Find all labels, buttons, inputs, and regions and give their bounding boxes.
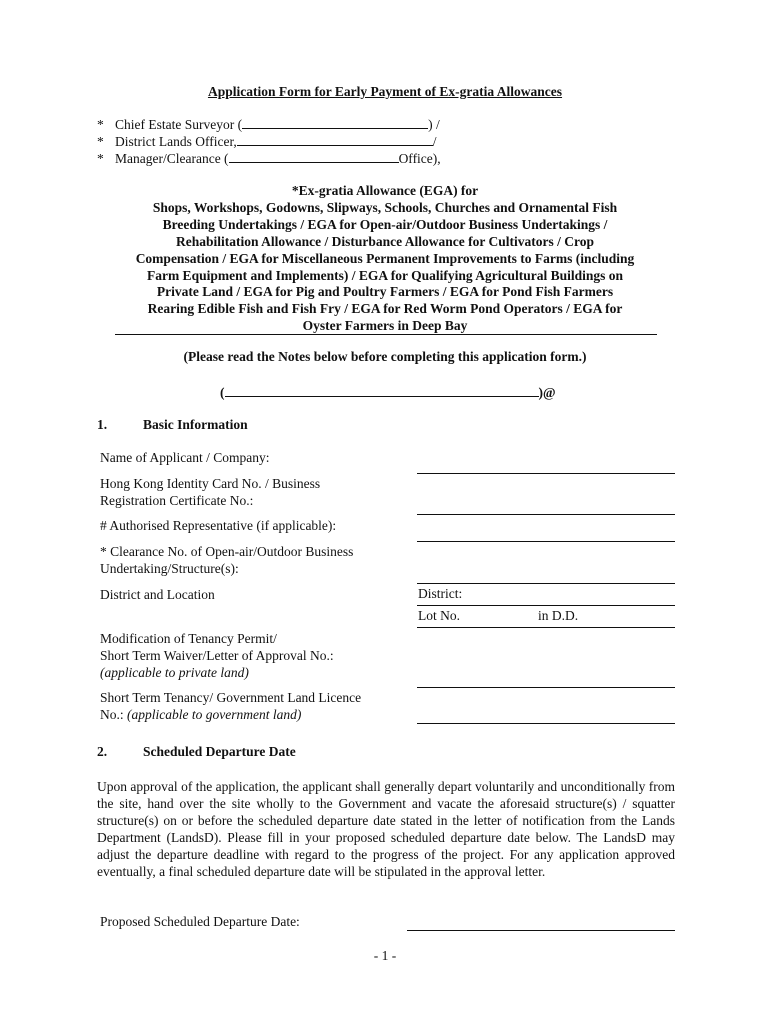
authorised-representative-label: # Authorised Representative (if applicable): — [100, 518, 337, 533]
modification-tenancy-field[interactable] — [417, 687, 675, 688]
ega-line: Compensation / EGA for Miscellaneous Permanent Improvements to Farms (including — [135, 250, 635, 266]
ega-line: *Ex-gratia Allowance (EGA) for — [291, 183, 479, 198]
ega-line: Rearing Edible Fish and Fish Fry / EGA for Red Worm Pond Operators / EGA for — [147, 301, 623, 317]
district-location-label: District and Location — [100, 587, 215, 602]
dd-label: in D.D. — [538, 608, 579, 623]
addressee-district-lands-officer — [97, 133, 437, 150]
ega-line: Shops, Workshops, Godowns, Slipways, Schools, Churches and Ornamental Fish — [152, 199, 618, 215]
addressee-suffix: Office), — [398, 151, 441, 166]
section-basic-information — [97, 417, 497, 435]
applicant-name-field[interactable] — [417, 473, 675, 474]
district-label: District: — [418, 586, 463, 601]
section-heading: Basic Information — [143, 417, 248, 432]
short-term-tenancy-field[interactable] — [417, 723, 675, 724]
short-term-tenancy-label — [100, 689, 410, 723]
modification-label-line: Short Term Waiver/Letter of Approval No.: — [100, 648, 334, 663]
addressee-label: Chief Estate Surveyor ( — [115, 117, 243, 132]
manager-clearance-blank[interactable] — [229, 150, 399, 163]
reference-number-line — [220, 384, 556, 401]
proposed-date-label: Proposed Scheduled Departure Date: — [100, 914, 300, 929]
hkid-label-line: Hong Kong Identity Card No. / Business — [100, 476, 321, 491]
lot-no-label: Lot No. — [418, 608, 460, 623]
clearance-label-line: Undertaking/Structure(s): — [100, 561, 239, 576]
ega-line: Oyster Farmers in Deep Bay — [302, 318, 468, 334]
chief-estate-surveyor-blank[interactable] — [242, 116, 428, 129]
modification-tenancy-label — [100, 630, 410, 681]
ega-heading — [95, 183, 675, 335]
addressee-suffix: ) / — [428, 117, 440, 132]
addressee-manager-clearance — [97, 150, 441, 167]
asterisk: * — [97, 117, 104, 132]
ega-line: Breeding Undertakings / EGA for Open-air/Outdoor Business Undertakings / — [162, 216, 608, 232]
modification-label-note: (applicable to private land) — [100, 665, 249, 680]
proposed-date-field[interactable] — [407, 930, 675, 931]
short-term-label-line: Short Term Tenancy/ Government Land Licence — [100, 690, 362, 705]
section-heading: Scheduled Departure Date — [143, 744, 296, 759]
applicant-name-label: Name of Applicant / Company: — [100, 450, 270, 465]
clearance-no-label — [100, 543, 410, 577]
reference-open: ( — [220, 385, 225, 400]
addressee-chief-estate-surveyor — [97, 116, 440, 133]
ega-line: Private Land / EGA for Pig and Poultry Farmers / EGA for Pond Fish Farmers — [156, 284, 614, 300]
page-number: - 1 - — [373, 948, 397, 963]
hkid-label-line: Registration Certificate No.: — [100, 493, 254, 508]
district-lands-officer-blank[interactable] — [237, 133, 433, 146]
notes-instruction: (Please read the Notes below before completing this application form.) — [183, 349, 587, 364]
departure-paragraph: Upon approval of the application, the applicant shall generally depart voluntarily and unconditionally from the site, hand over the site wholly to the Government and vacate the aforesaid structure(s) / squatter structure(s) on or before the scheduled departure date stated in the letter of notification from the Lands Department (LandsD). Please fill in your proposed scheduled departure date below. The LandsD may adjust the departure deadline with regard to the progress of the project. For any application approved eventually, a final scheduled departure date will be stipulated in the approval letter. — [97, 779, 675, 879]
clearance-label-line: * Clearance No. of Open-air/Outdoor Business — [100, 544, 354, 559]
clearance-no-field[interactable] — [417, 583, 675, 584]
section-number: 1. — [97, 417, 108, 432]
ega-divider — [115, 334, 657, 335]
ega-line: Farm Equipment and Implements) / EGA for Qualifying Agricultural Buildings on — [146, 267, 624, 283]
reference-close: )@ — [538, 385, 556, 400]
lot-dd-field[interactable] — [417, 627, 675, 628]
addressee-suffix: / — [432, 134, 437, 149]
addressee-label: District Lands Officer, — [115, 134, 237, 149]
hkid-field[interactable] — [417, 514, 675, 515]
reference-number-blank[interactable] — [225, 384, 539, 397]
asterisk: * — [97, 134, 104, 149]
hkid-label — [100, 475, 410, 509]
section-number: 2. — [97, 744, 108, 759]
modification-label-line: Modification of Tenancy Permit/ — [100, 631, 277, 646]
authorised-representative-field[interactable] — [417, 541, 675, 542]
addressee-label: Manager/Clearance ( — [115, 151, 229, 166]
section-scheduled-departure — [97, 744, 497, 762]
ega-line: Rehabilitation Allowance / Disturbance Allowance for Cultivators / Crop — [176, 233, 594, 249]
district-field[interactable] — [417, 605, 675, 606]
short-term-label-line: No.: (applicable to government land) — [100, 707, 302, 722]
asterisk: * — [97, 151, 104, 166]
form-title: Application Form for Early Payment of Ex-gratia Allowances — [207, 84, 563, 99]
